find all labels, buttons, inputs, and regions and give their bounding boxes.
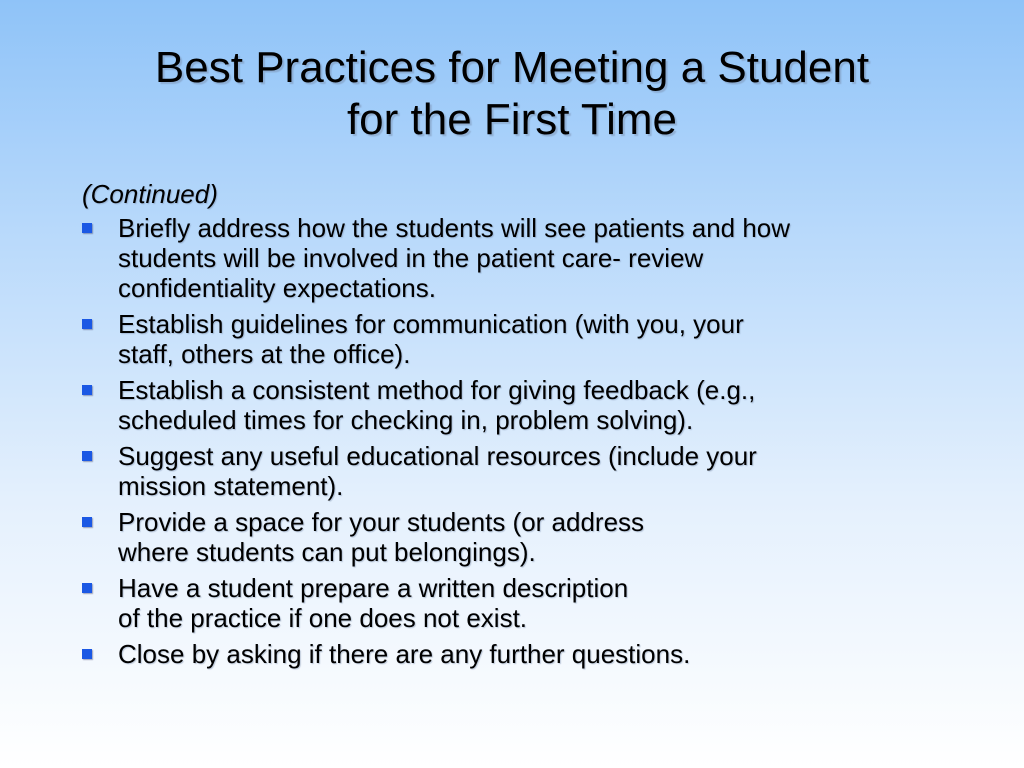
bullet-text-line: Have a student prepare a written description xyxy=(118,573,629,603)
bullet-text-line: staff, others at the office). xyxy=(118,339,411,369)
bullet-item xyxy=(82,309,962,369)
slide-title-line-2: for the First Time xyxy=(346,95,678,144)
bullet-item xyxy=(82,441,962,501)
square-bullet-icon xyxy=(82,451,92,461)
bullet-item xyxy=(82,573,962,633)
bullet-list xyxy=(82,213,962,669)
bullet-text-line: students will be involved in the patient care- review xyxy=(118,243,704,273)
square-bullet-icon xyxy=(82,385,92,395)
bullet-item xyxy=(82,375,962,435)
square-bullet-icon xyxy=(82,223,92,233)
slide-body xyxy=(82,178,962,675)
slide-title-line-1: Best Practices for Meeting a Student xyxy=(154,43,870,92)
bullet-text-line: scheduled times for checking in, problem solving). xyxy=(118,405,694,435)
continued-label: (Continued) xyxy=(82,179,218,209)
square-bullet-icon xyxy=(82,517,92,527)
bullet-text-line: Establish guidelines for communication (with you, your xyxy=(118,309,744,339)
bullet-text-line: confidentiality expectations. xyxy=(118,273,436,303)
bullet-text-line: Establish a consistent method for giving feedback (e.g., xyxy=(118,375,756,405)
square-bullet-icon xyxy=(82,583,92,593)
bullet-text-line: Close by asking if there are any further questions. xyxy=(118,639,691,669)
bullet-item xyxy=(82,213,962,303)
bullet-text-line: mission statement). xyxy=(118,471,344,501)
bullet-item xyxy=(82,639,962,669)
bullet-text-line: Briefly address how the students will see patients and how xyxy=(118,213,791,243)
bullet-text-line: of the practice if one does not exist. xyxy=(118,603,528,633)
bullet-text-line: Provide a space for your students (or address xyxy=(118,507,645,537)
slide-title xyxy=(60,42,964,146)
square-bullet-icon xyxy=(82,319,92,329)
bullet-text-line: where students can put belongings). xyxy=(118,537,536,567)
bullet-item xyxy=(82,507,962,567)
square-bullet-icon xyxy=(82,649,92,659)
bullet-text-line: Suggest any useful educational resources (include your xyxy=(118,441,757,471)
